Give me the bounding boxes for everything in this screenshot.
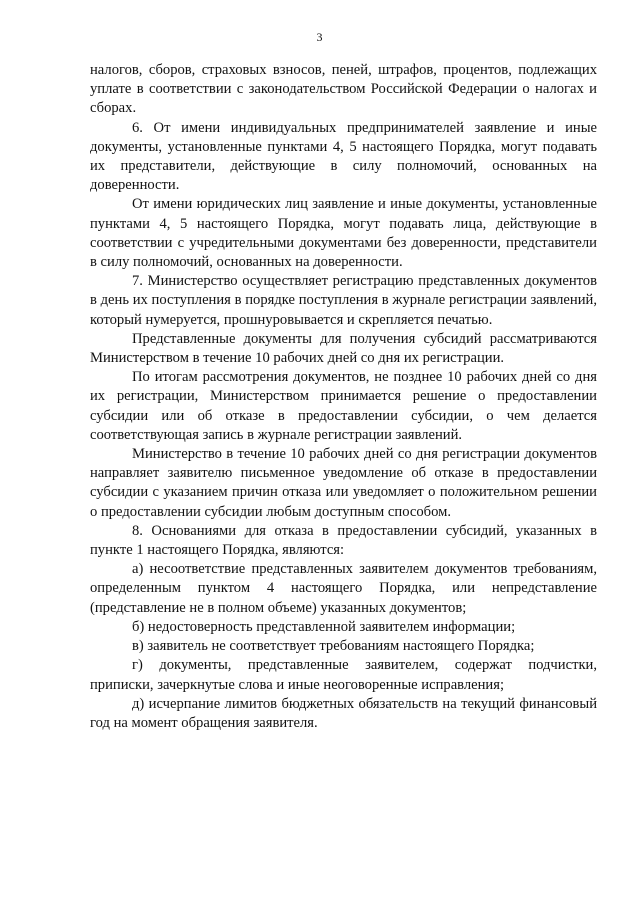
- list-item-g: г) документы, представленные заявителем, содержат подчистки, приписки, зачеркнутые слова и иные неоговоренные исправления;: [90, 657, 597, 693]
- list-item-v: в) заявитель не соответствует требованиям настоящего Порядка;: [132, 638, 535, 655]
- paragraph-item-8: 8. Основаниями для отказа в предоставлении субсидий, указанных в пункте 1 настоящего Порядка, являются:: [90, 522, 597, 559]
- paragraph-review-period: Представленные документы для получения субсидий рассматриваются Министерством в течение 10 рабочих дней со дня их регистрации.: [90, 330, 597, 367]
- paragraph-item-7: 7. Министерство осуществляет регистрацию представленных документов в день их поступления в порядке поступления в журнале регистрации заявлений, который нумеруется, прошнуровывается и скрепляется печатью.: [90, 273, 597, 328]
- paragraph-item-6: 6. От имени индивидуальных предпринимателей заявление и иные документы, установленные пунктами 4, 5 настоящего Порядка, могут подавать их представители, действующие в силу полномочий, основанных на доверенности.: [90, 119, 597, 194]
- paragraph-legal-entities: От имени юридических лиц заявление и иные документы, установленные пунктами 4, 5 настоящего Порядка, могут подавать лица, действующие в соответствии с учредительными документами без доверенности, представители в силу полномочий, основанных на доверенности.: [90, 196, 597, 271]
- paragraph-decision: По итогам рассмотрения документов, не позднее 10 рабочих дней со дня их регистрации, Министерством принимается решение о предоставлении субсидии или об отказе в предоставлении субсидии, о чем делается соответствующая запись в журнале регистрации заявлений.: [90, 369, 597, 443]
- list-item-b: б) недостоверность представленной заявителем информации;: [132, 618, 516, 635]
- list-item-a: а) несоответствие представленных заявителем документов требованиям, определенным пунктом 4 настоящего Порядка, или непредставление (представление не в полном объеме) указанных документов;: [90, 561, 597, 616]
- page-number: 3: [316, 30, 323, 44]
- paragraph-continuation: налогов, сборов, страховых взносов, пеней, штрафов, процентов, подлежащих уплате в соответствии с законодательством Российской Федерации о налогах и сборах.: [90, 62, 597, 117]
- paragraph-notification: Министерство в течение 10 рабочих дней со дня регистрации документов направляет заявителю письменное уведомление об отказе в предоставлении субсидии с указанием причин отказа или уведомляет о положительном решении о предоставлении субсидии любым доступным способом.: [90, 446, 597, 520]
- list-item-d: д) исчерпание лимитов бюджетных обязательств на текущий финансовый год на момент обращения заявителя.: [90, 695, 597, 731]
- document-body: [90, 61, 597, 733]
